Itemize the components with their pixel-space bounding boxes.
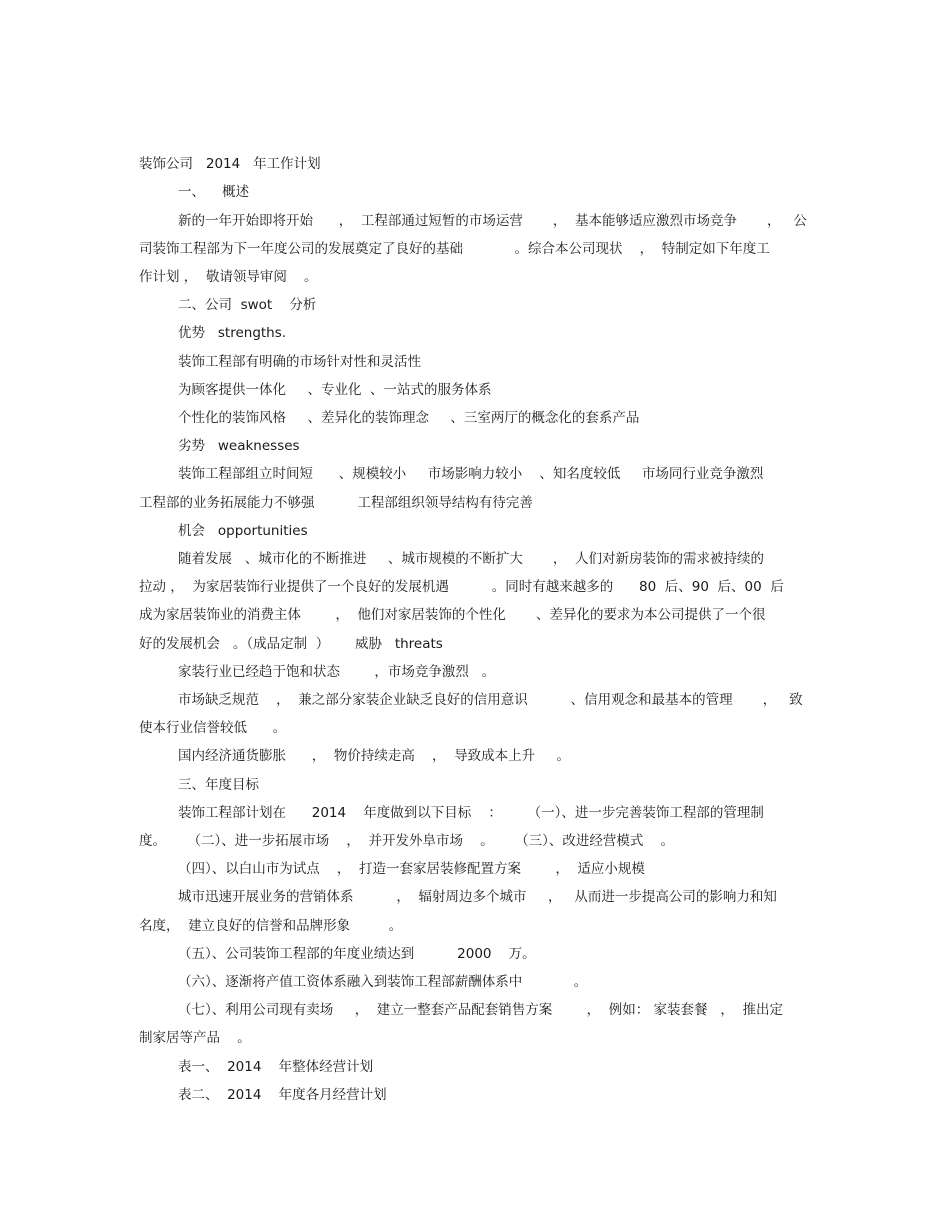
subheading: 优势 strengths. <box>178 325 287 341</box>
paragraph-line: 市场缺乏规范 ， 兼之部分家装企业缺乏良好的信用意识 、信用观念和最基本的管理 ， 致 <box>178 692 803 708</box>
paragraph-line: 拉动 ， 为家居装饰行业提供了一个良好的发展机遇 。同时有越来越多的 80 后、90 后、00 后 <box>139 579 784 595</box>
paragraph-line: 使本行业信誉较低 。 <box>139 720 287 736</box>
paragraph-line: 装饰工程部有明确的市场针对性和灵活性 <box>178 354 421 370</box>
section-heading: 一、 概述 <box>178 184 250 200</box>
paragraph-line: 好的发展机会 。（成品定制 ） 威胁 threats <box>139 636 443 652</box>
paragraph-line: （五）、公司装饰工程部的年度业绩达到 2000 万。 <box>178 946 536 962</box>
section-heading: 二、公司 swot 分析 <box>178 297 317 313</box>
paragraph-line: 新的一年开始即将开始 ， 工程部通过短暂的市场运营 ， 基本能够适应激烈市场竞争 ， 公 <box>178 213 807 229</box>
paragraph-line: 名度， 建立良好的信誉和品牌形象 。 <box>139 918 403 934</box>
paragraph-line: 个性化的装饰风格 、差异化的装饰理念 、三室两厅的概念化的套系产品 <box>178 410 640 426</box>
paragraph-line: 工程部的业务拓展能力不够强 工程部组织领导结构有待完善 <box>139 495 533 511</box>
section-heading: 三、年度目标 <box>178 777 259 793</box>
paragraph-line: 度。 （二）、进一步拓展市场 ， 并开发外阜市场 。 （三）、改进经营模式 。 <box>139 833 674 849</box>
paragraph-line: （四）、以白山市为试点 ， 打造一套家居装修配置方案 ， 适应小规模 <box>178 861 645 877</box>
paragraph-line: 制家居等产品 。 <box>139 1030 251 1046</box>
paragraph-line: 为顾客提供一体化 、专业化 、一站式的服务体系 <box>178 382 492 398</box>
paragraph-line: （六）、逐渐将产值工资体系融入到装饰工程部薪酬体系中 。 <box>178 974 588 990</box>
paragraph-line: 作计划 ， 敬请领导审阅 。 <box>139 269 318 285</box>
paragraph-line: 随着发展 、城市化的不断推进 、城市规模的不断扩大 ， 人们对新房装饰的需求被持续的 <box>178 551 764 567</box>
paragraph-line: 家装行业已经趋于饱和状态 ，市场竞争激烈 。 <box>178 664 496 680</box>
paragraph-line: 城市迅速开展业务的营销体系 ， 辐射周边多个城市 ， 从而进一步提高公司的影响力和知 <box>178 889 777 905</box>
subheading: 劣势 weaknesses <box>178 438 300 454</box>
table-reference: 表二、 2014 年度各月经营计划 <box>178 1087 387 1103</box>
paragraph-line: （七）、利用公司现有卖场 ， 建立一整套产品配套销售方案 ， 例如： 家装套餐 ， 推出定 <box>178 1002 783 1018</box>
paragraph-line: 司装饰工程部为下一年度公司的发展奠定了良好的基础 。综合本公司现状 ， 特制定如下年度工 <box>139 241 770 257</box>
paragraph-line: 装饰工程部组立时间短 、规模较小 市场影响力较小 、知名度较低 市场同行业竞争激烈 <box>178 466 764 482</box>
paragraph-line: 装饰工程部计划在 2014 年度做到以下目标 ： （一）、进一步完善装饰工程部的管理制 <box>178 805 764 821</box>
table-reference: 表一、 2014 年整体经营计划 <box>178 1059 374 1075</box>
document-title: 装饰公司 2014 年工作计划 <box>139 156 321 172</box>
paragraph-line: 国内经济通货膨胀 ， 物价持续走高 ， 导致成本上升 。 <box>178 748 571 764</box>
subheading: 机会 opportunities <box>178 523 308 539</box>
paragraph-line: 成为家居装饰业的消费主体 ， 他们对家居装饰的个性化 、差异化的要求为本公司提供了一个很 <box>139 607 766 623</box>
